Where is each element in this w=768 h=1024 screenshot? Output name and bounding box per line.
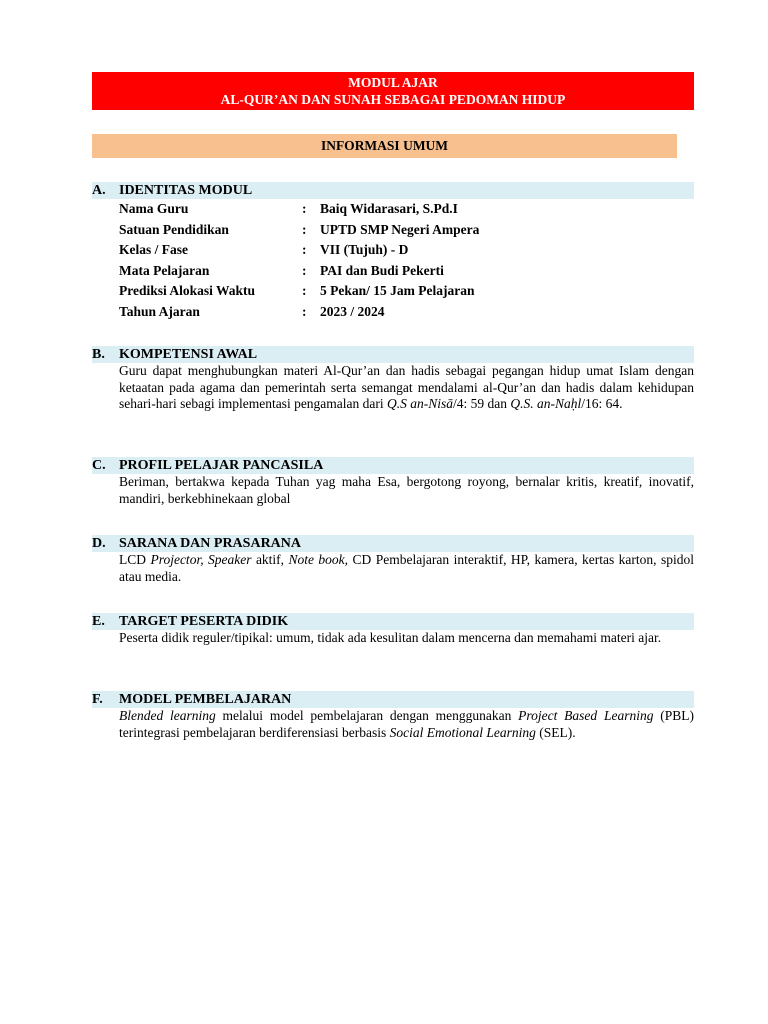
section-header <box>92 457 694 474</box>
section-header <box>92 691 694 708</box>
body-italic: Blended learning <box>119 708 216 723</box>
body-text: LCD <box>119 552 151 567</box>
identity-value: PAI dan Budi Pekerti <box>320 262 444 278</box>
section-sarana-prasarana <box>92 535 694 585</box>
identity-row <box>119 261 694 282</box>
module-title-banner <box>92 72 694 110</box>
identity-value: UPTD SMP Negeri Ampera <box>320 221 480 237</box>
section-header <box>92 182 694 199</box>
body-text: /16: 64. <box>581 396 623 411</box>
identity-colon: : <box>302 242 307 257</box>
identity-value: 2023 / 2024 <box>320 303 385 319</box>
section-title: SARANA DAN PRASARANA <box>119 536 302 551</box>
identity-table <box>119 199 694 322</box>
quran-reference: Q.S. an-Naḥl <box>510 396 582 411</box>
identity-label: Kelas / Fase <box>119 242 188 257</box>
body-text: aktif, <box>251 552 289 567</box>
identity-colon: : <box>302 303 307 319</box>
section-body: Beriman, bertakwa kepada Tuhan yag maha Esa, bergotong royong, bernalar kritis, kreatif, inovatif, mandiri, berkebhinekaan global <box>119 474 694 506</box>
section-letter: E. <box>92 614 105 629</box>
quran-reference: Q.S an-Nisā <box>387 396 454 411</box>
body-text: CD Pembelajaran interaktif, HP, kamera, kertas karton, spidol atau media. <box>119 552 694 584</box>
identity-colon: : <box>302 201 307 216</box>
section-letter: A. <box>92 183 106 198</box>
identity-value: VII (Tujuh) - D <box>320 242 409 257</box>
module-title-line1: MODUL AJAR <box>348 75 438 90</box>
body-text: melalui model pembelajaran dengan menggunakan <box>215 708 519 723</box>
section-title: PROFIL PELAJAR PANCASILA <box>119 458 324 473</box>
identity-colon: : <box>302 283 307 298</box>
body-italic: Note book, <box>288 552 349 567</box>
identity-colon: : <box>302 262 307 278</box>
section-letter: F. <box>92 692 103 707</box>
section-kompetensi-awal <box>92 346 694 413</box>
body-italic: Project Based Learning <box>518 708 654 723</box>
identity-label: Nama Guru <box>119 201 189 216</box>
identity-colon: : <box>302 221 307 237</box>
body-text: Guru dapat menghubungkan materi Al-Qur’an dan hadis sebagai pegangan hidup umat Islam dengan ketaatan pada agama dan pemerintah serta semangat mendalami al-Qur’an dan hadis dalam kehidupan sehari-hari sebagi implementasi pengamalan dari <box>119 363 694 411</box>
identity-value: Baiq Widarasari, S.Pd.I <box>320 201 458 216</box>
section-body: Peserta didik reguler/tipikal: umum, tidak ada kesulitan dalam mencerna dan memahami materi ajar. <box>119 630 662 645</box>
section-target-peserta-didik <box>92 613 694 647</box>
section-title: MODEL PEMBELAJARAN <box>119 692 292 707</box>
section-title: KOMPETENSI AWAL <box>119 347 258 362</box>
identity-label: Prediksi Alokasi Waktu <box>119 283 256 298</box>
section-body <box>119 708 694 741</box>
identity-label: Satuan Pendidikan <box>119 221 229 237</box>
identity-row <box>119 281 694 302</box>
body-italic: Projector, Speaker <box>150 552 252 567</box>
module-title-line2: AL-QUR’AN DAN SUNAH SEBAGAI PEDOMAN HIDUP <box>220 92 566 107</box>
section-letter: C. <box>92 458 106 473</box>
body-text: (SEL). <box>535 724 576 740</box>
identity-row <box>119 240 694 261</box>
body-text: (PBL) terintegrasi pembelajaran berdiferensiasi berbasis <box>119 708 694 740</box>
section-model-pembelajaran <box>92 691 694 741</box>
section-header <box>92 346 694 363</box>
identity-value: 5 Pekan/ 15 Jam Pelajaran <box>320 283 475 298</box>
general-info-banner: INFORMASI UMUM <box>92 134 677 158</box>
section-title: TARGET PESERTA DIDIK <box>119 614 289 629</box>
identity-label: Mata Pelajaran <box>119 262 210 278</box>
section-header <box>92 613 694 630</box>
section-header <box>92 535 694 552</box>
section-identitas-modul <box>92 182 694 322</box>
body-text: /4: 59 dan <box>453 396 511 411</box>
section-profil-pelajar-pancasila <box>92 457 694 507</box>
section-title: IDENTITAS MODUL <box>119 183 253 198</box>
section-letter: B. <box>92 347 105 362</box>
identity-row <box>119 302 694 323</box>
section-letter: D. <box>92 536 106 551</box>
identity-row <box>119 199 694 220</box>
section-body <box>119 552 694 585</box>
identity-label: Tahun Ajaran <box>119 303 200 319</box>
section-body <box>119 363 694 413</box>
body-italic: Social Emotional Learning <box>389 724 536 740</box>
identity-row <box>119 220 694 241</box>
